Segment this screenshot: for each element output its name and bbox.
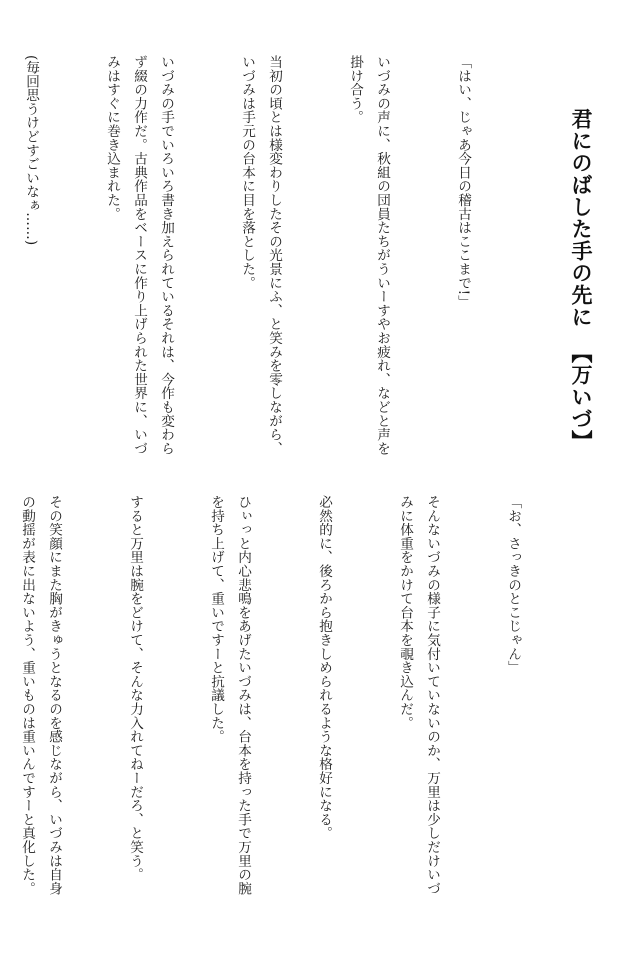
paragraph: ひぃっと内心悲鳴をあげたいづみは、台本を持った手で万里の腕を持ち上げて、重いですーと抗議した。 <box>208 495 251 896</box>
paragraph: 「お、さっきのとこじゃん」 <box>505 495 521 675</box>
lower-text-block <box>19 495 580 907</box>
story-title: 君にのばした手の先に <box>569 108 593 328</box>
upper-text-block <box>23 55 530 467</box>
paragraph: 当初の頃とは様変わりしたその光景にふ、と笑みを零しながら、いづみは手元の台本に目を落とした。 <box>239 55 282 456</box>
paragraph: 「はい、じゃあ今日の稽古はここまで!」 <box>455 55 471 310</box>
paragraph: すると万里は腕をどけて、そんな力入れてねーだろ、と笑う。 <box>127 495 143 882</box>
paragraph: いづみの声に、秋組の団員たちがういーすやお疲れ、などと声を掛け合う。 <box>347 55 390 456</box>
pairing-tag: 【万いづ】 <box>569 342 593 452</box>
paragraph: その笑顔にまた胸がきゅうとなるのを感じながら、いづみは自身の動揺が表に出ないよう、重いものは重いんですーと真化した。 <box>19 495 62 896</box>
paragraph: (毎回思うけどすごいなぁ……) <box>23 55 39 246</box>
paragraph: いづみの手でいろいろ書き加えられているそれは、今作も変わらず綴の力作だ。古典作品をベースに作り上げられた世界に、いづみはすぐに巻き込まれた。 <box>104 55 174 456</box>
title-block <box>566 108 596 452</box>
paragraph: 必然的に、後ろから抱きしめられるような格好になる。 <box>316 495 332 840</box>
paragraph: そんないづみの様子に気付いていないのか、万里は少しだけいづみに体重をかけて台本を覗き込んだ。 <box>397 495 440 896</box>
